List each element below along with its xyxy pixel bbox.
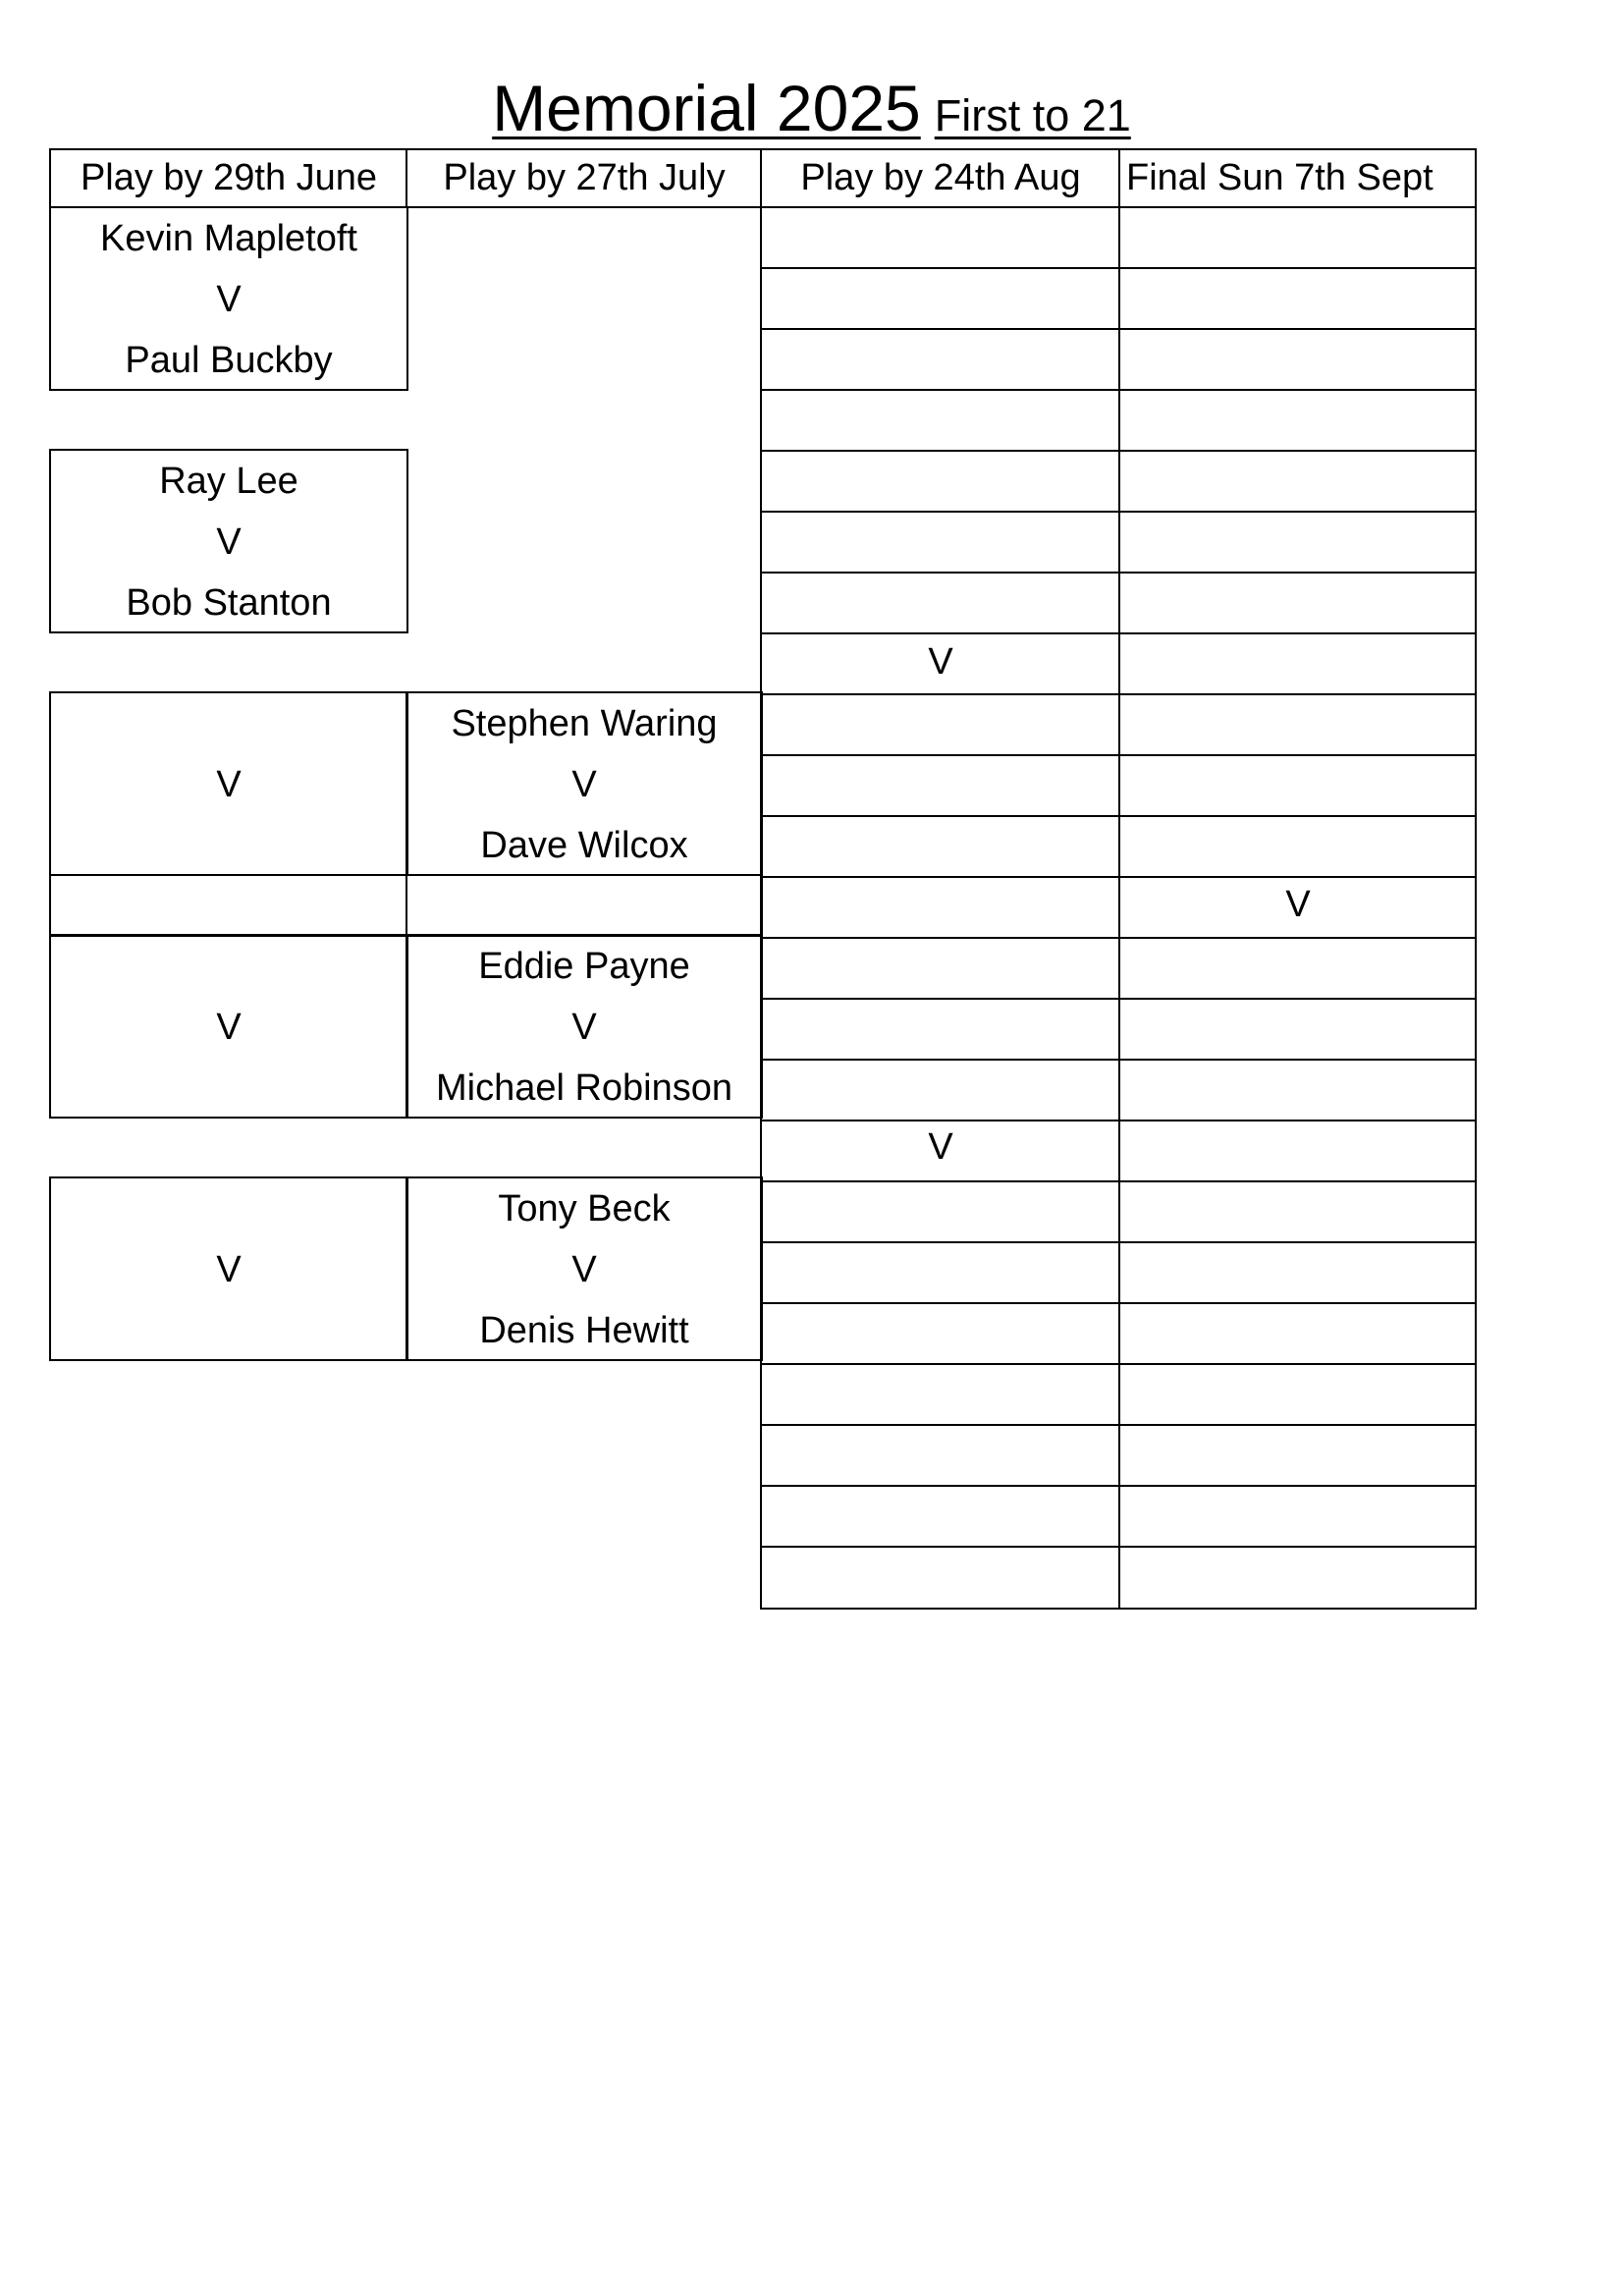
- versus-label: V: [216, 1249, 242, 1290]
- grid-row-line: [760, 1059, 1477, 1061]
- title-sub: First to 21: [934, 90, 1131, 140]
- player-name: Michael Robinson: [435, 1067, 733, 1109]
- player-name: Denis Hewitt: [479, 1310, 689, 1351]
- grid-row-line: [760, 1363, 1477, 1365]
- versus-label: V: [928, 1126, 953, 1168]
- bye-row-divider: [406, 874, 407, 937]
- versus-label: V: [928, 641, 953, 683]
- versus-label: V: [1285, 884, 1311, 925]
- versus-label: V: [216, 1007, 242, 1048]
- grid-row-line: [760, 572, 1477, 574]
- grid-row-line: [760, 937, 1477, 939]
- player-name: Paul Buckby: [125, 340, 333, 381]
- grid-row-line: [760, 511, 1477, 513]
- title-underlined: [492, 71, 1131, 145]
- player-name: Kevin Mapletoft: [100, 218, 357, 259]
- grid-row-line: [760, 1180, 1477, 1182]
- grid-row-line: [760, 450, 1477, 452]
- grid-row-line: [760, 1241, 1477, 1243]
- grid-row-line: [760, 998, 1477, 1000]
- player-name: Ray Lee: [159, 461, 298, 502]
- versus-label: V: [216, 279, 242, 320]
- title-main: Memorial 2025: [492, 72, 921, 144]
- grid-row-line: [760, 815, 1477, 817]
- player-name: Bob Stanton: [126, 582, 332, 624]
- header-final: Final Sun 7th Sept: [1126, 157, 1434, 198]
- player-name: Stephen Waring: [451, 703, 718, 744]
- header-round-3: Play by 24th Aug: [800, 157, 1081, 198]
- grid-row-line: [760, 754, 1477, 756]
- grid-row-line: [760, 693, 1477, 695]
- grid-row-line: [760, 267, 1477, 269]
- grid-row-line: [760, 1424, 1477, 1426]
- header-round-1: Play by 29th June: [80, 157, 378, 198]
- grid-row-line: [760, 1302, 1477, 1304]
- header-round-2: Play by 27th July: [443, 157, 726, 198]
- grid-row-line: [760, 328, 1477, 330]
- grid-row-line: [760, 1485, 1477, 1487]
- versus-label: V: [216, 764, 242, 805]
- page-title: [0, 71, 1623, 149]
- versus-label: V: [216, 521, 242, 563]
- versus-label: V: [571, 1249, 597, 1290]
- versus-label: V: [571, 764, 597, 805]
- grid-row-line: [760, 389, 1477, 391]
- grid-row-line: [760, 1546, 1477, 1548]
- versus-label: V: [571, 1007, 597, 1048]
- player-name: Eddie Payne: [478, 946, 690, 987]
- player-name: Dave Wilcox: [480, 825, 688, 866]
- player-name: Tony Beck: [498, 1188, 671, 1230]
